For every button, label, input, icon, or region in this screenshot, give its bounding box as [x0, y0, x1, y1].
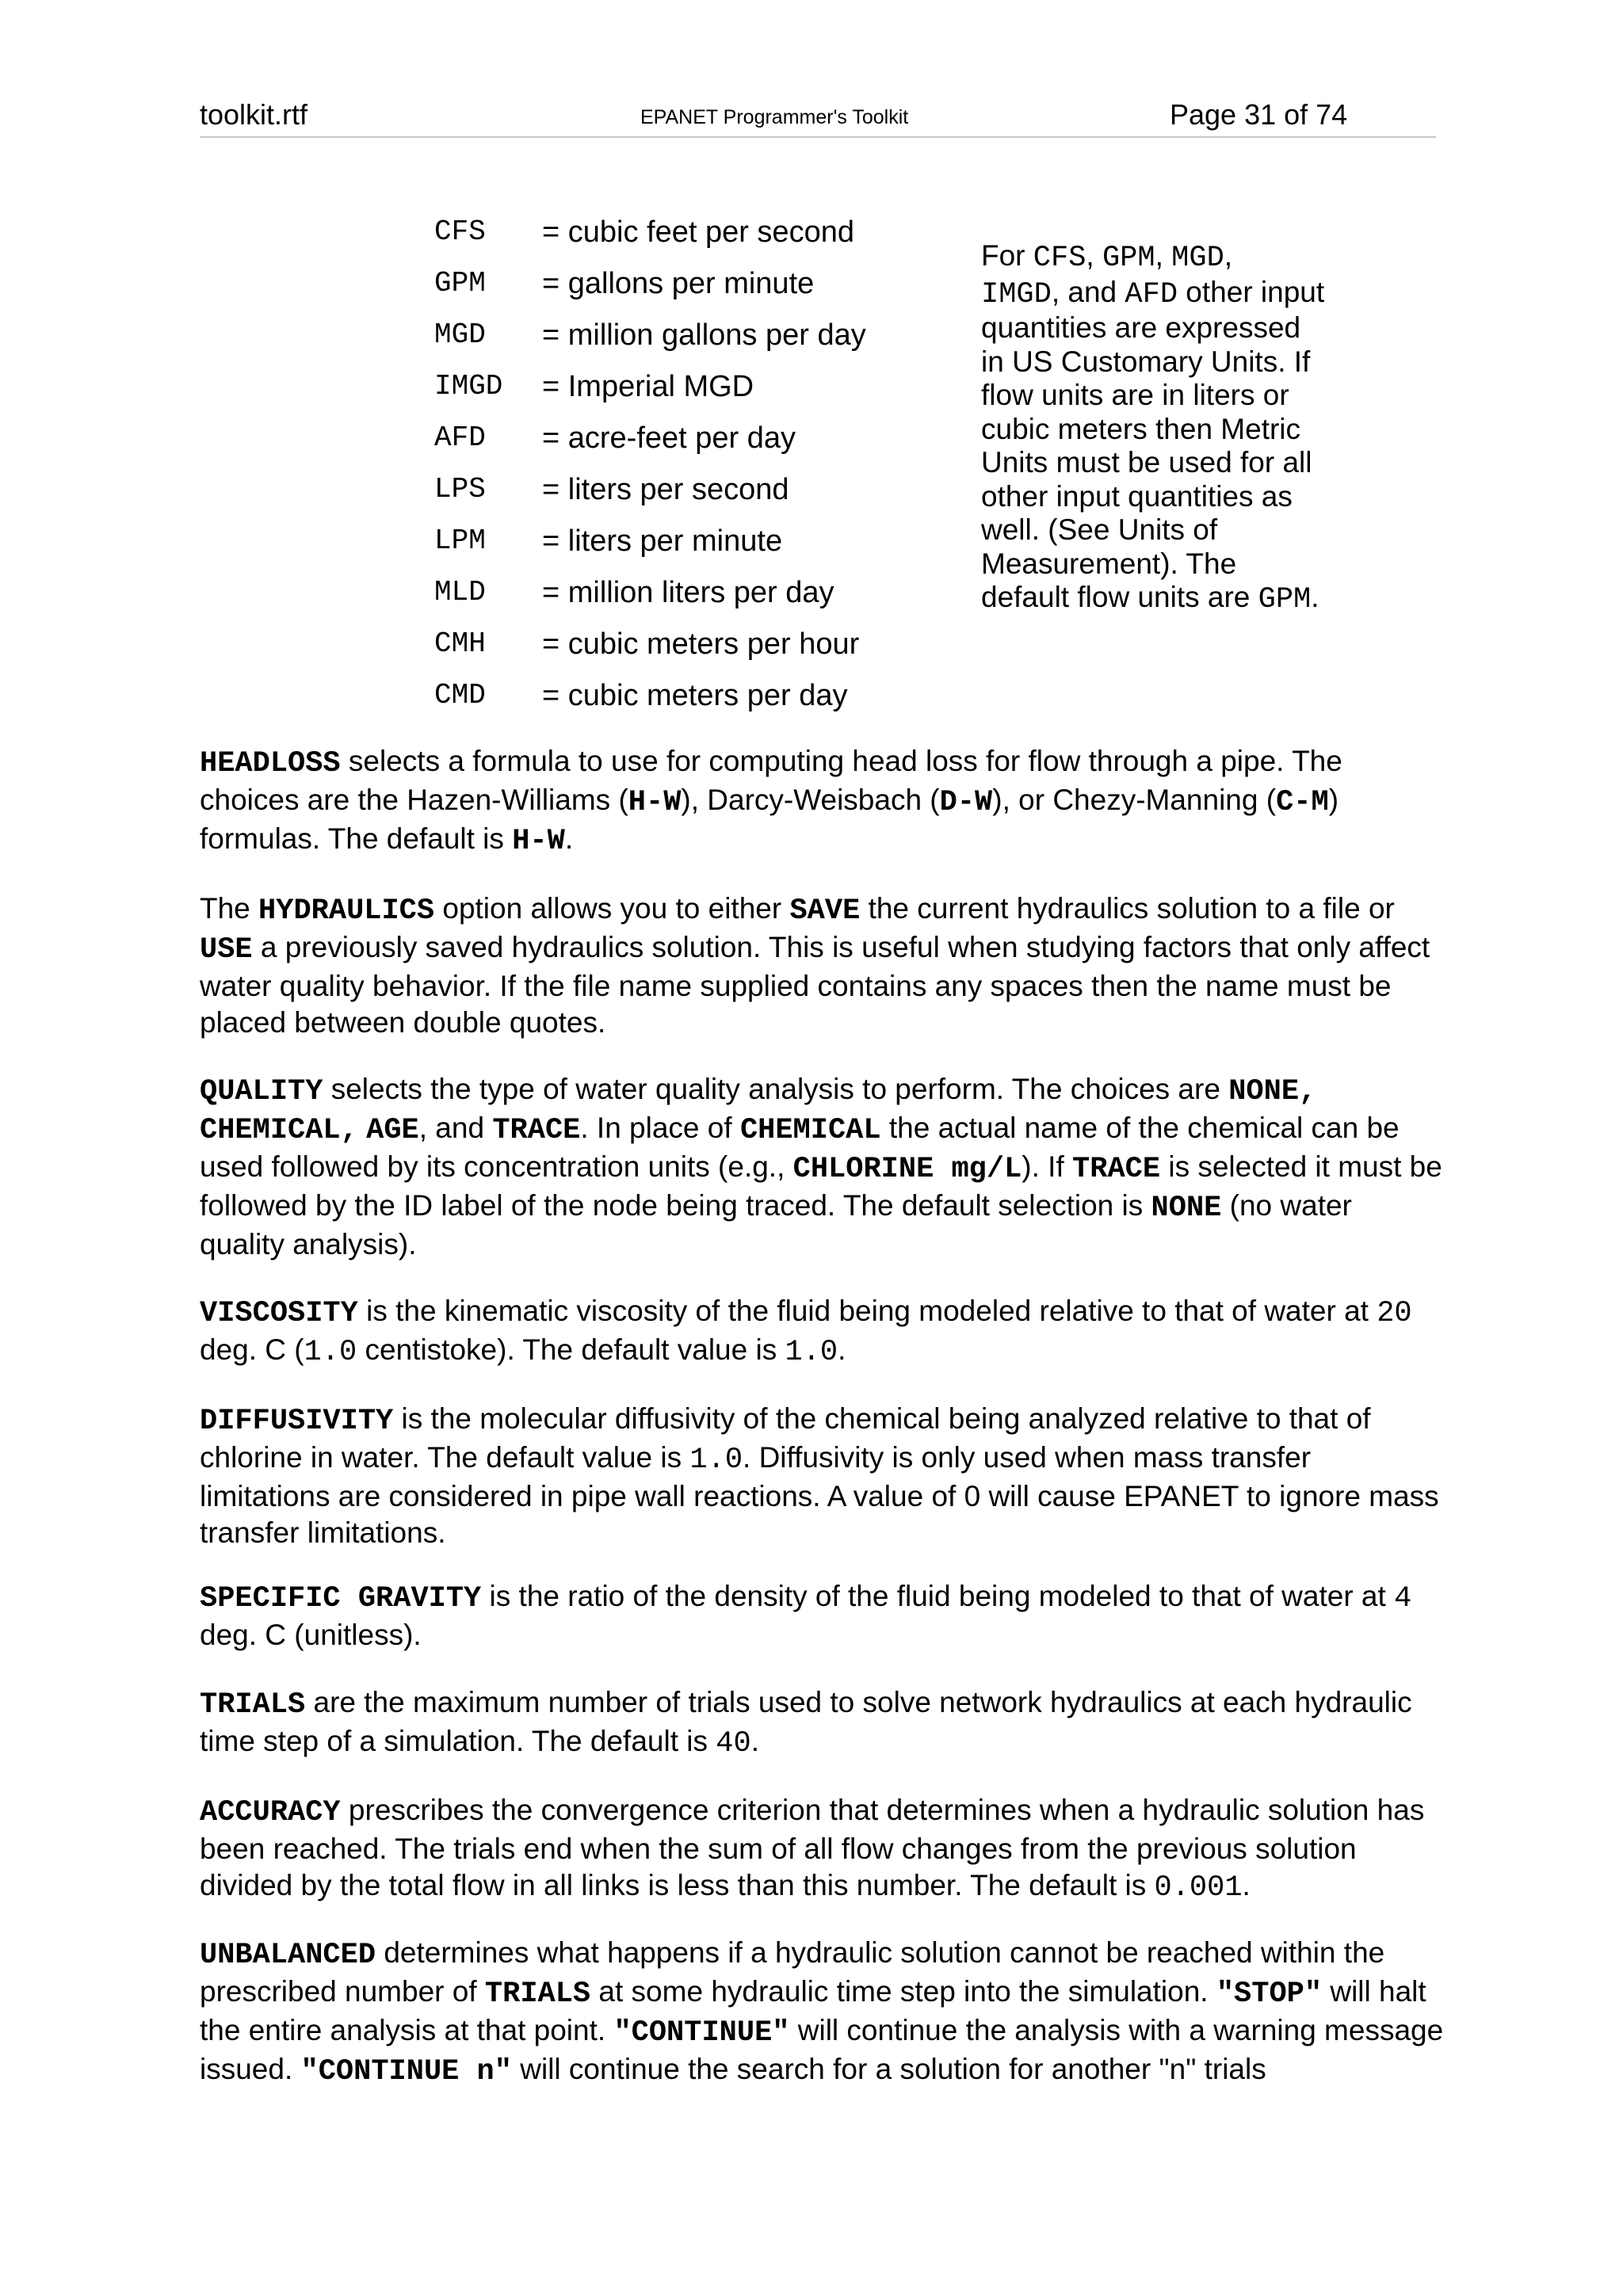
para-text: . [750, 1725, 759, 1757]
keyword: USE [200, 933, 253, 967]
para-text: the current hydraulics solution to a file or [860, 892, 1395, 925]
para-text [358, 1112, 366, 1144]
keyword: SPECIFIC GRAVITY [200, 1582, 482, 1615]
para-text: deg. C (unitless). [200, 1619, 422, 1651]
value: 1.0 [689, 1444, 743, 1477]
trials-paragraph [200, 1684, 1444, 1762]
para-text: are the maximum number of trials used to solve network hydraulics at each hydraulic time step of a simulation. The default is [200, 1686, 1412, 1757]
para-text: selects a formula to use for computing head loss for flow through a pipe. The choices are the Hazen-Williams ( [200, 745, 1342, 816]
value: 40 [716, 1727, 751, 1760]
para-text: will halt the entire analysis at that point. [200, 1975, 1426, 2046]
para-text: ). If [1022, 1150, 1073, 1183]
unbalanced-paragraph [200, 1935, 1444, 2090]
flow-unit-desc: = cubic feet per second [542, 215, 854, 249]
keyword: D-W [939, 786, 993, 819]
note-code: IMGD [981, 277, 1052, 311]
page-header [200, 95, 1436, 138]
para-text: (no water quality analysis). [200, 1189, 1352, 1261]
keyword: TRACE [492, 1114, 581, 1147]
para-text: is the kinematic viscosity of the fluid being modeled relative to that of water at [357, 1295, 1377, 1327]
keyword: UNBALANCED [200, 1939, 376, 1972]
para-text: . [1242, 1869, 1251, 1901]
para-text: centistoke). The default value is [357, 1333, 785, 1366]
diffusivity-paragraph [200, 1401, 1444, 1551]
para-text: ), Darcy-Weisbach ( [681, 784, 940, 816]
para-text: will continue the analysis with a warning message issued. [200, 2014, 1444, 2085]
note-text: other input quantities are expressed in US Customary Units. If flow units are in liters or cubic meters then Metric Units must be used for all other input quantities as well. (See Units of Measurement). The default flow units are [981, 275, 1325, 613]
keyword: HEADLOSS [200, 747, 341, 780]
para-text: is the ratio of the density of the fluid being modeled to that of water at [481, 1580, 1395, 1612]
para-text: deg. C ( [200, 1333, 304, 1366]
para-text: is the molecular diffusivity of the chemical being analyzed relative to that of chlorine in water. The default value is [200, 1402, 1371, 1474]
keyword: TRACE [1072, 1153, 1161, 1186]
para-text: . [838, 1333, 846, 1366]
para-text: , and [418, 1112, 493, 1144]
para-text: ), or Chezy-Manning ( [992, 784, 1277, 816]
para-text: is selected it must be followed by the ID label of the node being traced. The default selection is [200, 1150, 1442, 1222]
keyword: QUALITY [200, 1075, 323, 1108]
keyword: CHEMICAL, [200, 1114, 358, 1147]
flow-unit-code: CFS [434, 215, 486, 248]
flow-unit-code: LPS [434, 473, 486, 505]
flow-units-note [981, 239, 1330, 617]
keyword: "CONTINUE n" [300, 2055, 512, 2088]
keyword: TRIALS [200, 1688, 306, 1722]
note-code: AFD [1125, 277, 1178, 311]
keyword: AGE [366, 1114, 419, 1147]
keyword: H-W [628, 786, 682, 819]
value: 1.0 [304, 1336, 357, 1369]
keyword: CHLORINE mg/L [792, 1153, 1022, 1186]
flow-unit-code: MGD [434, 318, 486, 351]
accuracy-paragraph [200, 1792, 1444, 1906]
flow-unit-code: GPM [434, 267, 486, 299]
para-text: option allows you to either [434, 892, 790, 925]
keyword: C-M [1276, 786, 1329, 819]
note-code: MGD [1171, 242, 1224, 275]
note-text: , [1224, 239, 1233, 272]
value: 0.001 [1154, 1871, 1243, 1905]
flow-unit-desc: = Imperial MGD [542, 370, 754, 403]
keyword: H-W [512, 825, 565, 858]
para-text: selects the type of water quality analysis to perform. The choices are [323, 1073, 1229, 1105]
keyword: SAVE [789, 894, 861, 928]
keyword: "CONTINUE" [613, 2016, 790, 2050]
hydraulics-paragraph [200, 891, 1444, 1041]
para-text: . [564, 822, 574, 855]
header-filename: toolkit.rtf [200, 98, 308, 131]
keyword: VISCOSITY [200, 1297, 358, 1330]
header-page-number: Page 31 of 74 [1170, 98, 1348, 131]
keyword: ACCURACY [200, 1796, 341, 1829]
flow-unit-desc: = million liters per day [542, 576, 834, 609]
value: 1.0 [785, 1336, 838, 1369]
keyword: NONE, [1228, 1075, 1317, 1108]
keyword: CHEMICAL [739, 1114, 881, 1147]
flow-unit-desc: = liters per second [542, 473, 789, 506]
flow-unit-code: IMGD [434, 370, 503, 402]
flow-unit-desc: = million gallons per day [542, 318, 866, 352]
note-code: CFS [1033, 242, 1086, 275]
note-text: , and [1051, 275, 1125, 308]
value: 4 [1394, 1582, 1412, 1615]
flow-unit-desc: = gallons per minute [542, 267, 815, 300]
value: 20 [1377, 1297, 1412, 1330]
note-text: , [1155, 239, 1172, 272]
para-text: . In place of [580, 1112, 740, 1144]
note-text: , [1086, 239, 1102, 272]
header-title: EPANET Programmer's Toolkit [640, 106, 909, 128]
para-text: a previously saved hydraulics solution. This is useful when studying factors that only affect water quality behavior. If the file name supplied contains any spaces then the name must be placed between double quotes. [200, 931, 1430, 1039]
para-text: prescribes the convergence criterion that determines when a hydraulic solution has been reached. The trials end when the sum of all flow changes from the previous solution divided by the total flow in all links is less than this number. The default is [200, 1794, 1425, 1901]
note-code: GPM [1258, 583, 1312, 616]
para-text: ) formulas. The default is [200, 784, 1339, 855]
para-text: The [200, 892, 259, 925]
flow-unit-code: AFD [434, 421, 486, 454]
note-text: For [981, 239, 1033, 272]
flow-unit-code: CMD [434, 679, 486, 711]
para-text: determines what happens if a hydraulic solution cannot be reached within the prescribed number of [200, 1936, 1385, 2008]
para-text: will continue the search for a solution for another "n" trials [511, 2053, 1266, 2085]
headloss-paragraph [200, 743, 1444, 860]
keyword: HYDRAULICS [258, 894, 435, 928]
keyword: NONE [1151, 1192, 1222, 1225]
flow-unit-code: CMH [434, 627, 486, 660]
flow-unit-desc: = cubic meters per hour [542, 627, 860, 661]
flow-unit-code: LPM [434, 524, 486, 557]
note-text: . [1311, 581, 1319, 613]
para-text: . Diffusivity is only used when mass transfer limitations are considered in pipe wall reactions. A value of 0 will cause EPANET to ignore mass transfer limitations. [200, 1441, 1439, 1549]
para-text: the actual name of the chemical can be used followed by its concentration units (e.g., [200, 1112, 1400, 1183]
flow-unit-desc: = acre-feet per day [542, 421, 796, 455]
keyword: TRIALS [484, 1978, 591, 2011]
para-text: at some hydraulic time step into the simulation. [590, 1975, 1216, 2008]
note-code: GPM [1102, 242, 1155, 275]
flow-unit-code: MLD [434, 576, 486, 608]
flow-unit-desc: = cubic meters per day [542, 679, 848, 712]
viscosity-paragraph [200, 1293, 1444, 1371]
specific-gravity-paragraph [200, 1578, 1444, 1653]
flow-unit-desc: = liters per minute [542, 524, 783, 558]
keyword: "STOP" [1216, 1978, 1323, 2011]
keyword: DIFFUSIVITY [200, 1405, 394, 1438]
quality-paragraph [200, 1071, 1444, 1263]
